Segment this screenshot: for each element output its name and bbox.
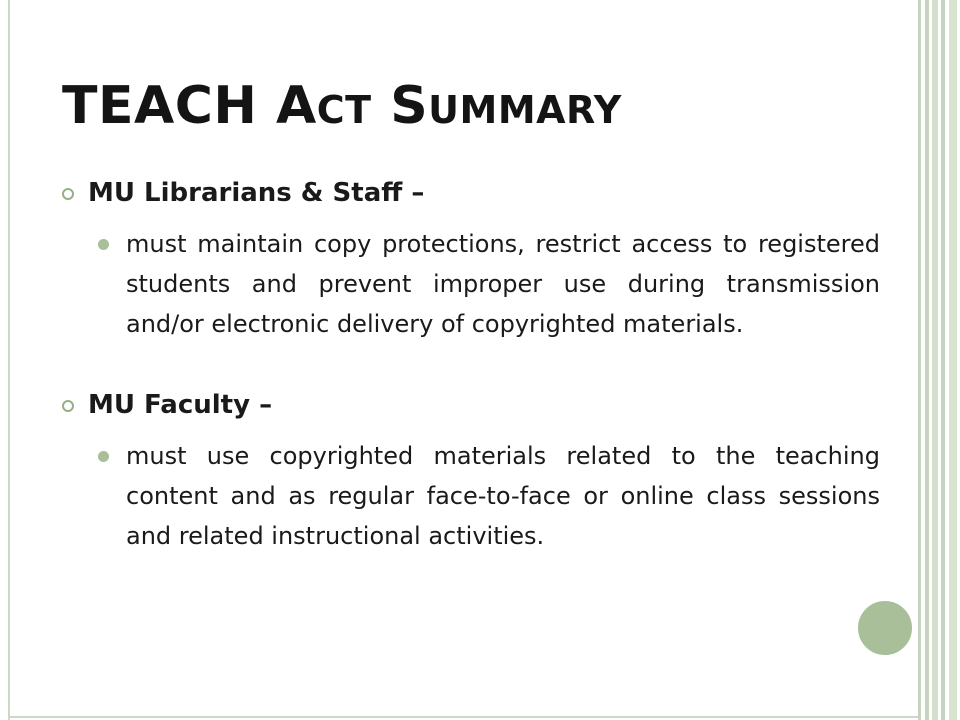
stripe xyxy=(932,0,938,720)
bullet-item xyxy=(126,224,880,344)
section-heading xyxy=(60,176,860,210)
bullet-text: must maintain copy protections, restrict access to registered students and prevent improper use during transmission and/or electronic delivery of copyrighted materials. xyxy=(126,230,880,338)
dot-bullet-icon xyxy=(98,451,109,462)
bullet-text: must use copyrighted materials related to the teaching content and as regular face-to-face or online class sessions and related instructional activities. xyxy=(126,442,880,550)
bullet-item xyxy=(126,436,880,556)
title-smallcaps-ummary: UMMARY xyxy=(428,88,622,132)
frame-bottom-line xyxy=(8,716,920,718)
slide-title xyxy=(62,76,622,136)
section-heading xyxy=(60,388,860,422)
title-smallcaps-ct: CT xyxy=(316,88,372,132)
slide-body xyxy=(60,176,880,556)
section-faculty xyxy=(60,388,880,556)
decorative-circle xyxy=(855,598,915,658)
stripe xyxy=(949,0,957,720)
title-letter-a: A xyxy=(276,76,317,136)
section-librarians xyxy=(60,176,880,344)
ring-bullet-icon xyxy=(62,400,74,412)
section-heading-text: MU Librarians & Staff – xyxy=(88,178,425,208)
section-heading-text: MU Faculty – xyxy=(88,390,273,420)
ring-bullet-icon xyxy=(62,188,74,200)
decorative-stripe-band xyxy=(921,0,960,720)
stripe xyxy=(925,0,929,720)
title-letter-s: S xyxy=(371,76,429,136)
stripe xyxy=(941,0,945,720)
title-word-teach: TEACH xyxy=(62,76,277,136)
dot-bullet-icon xyxy=(98,239,109,250)
frame-left-line xyxy=(8,0,10,720)
